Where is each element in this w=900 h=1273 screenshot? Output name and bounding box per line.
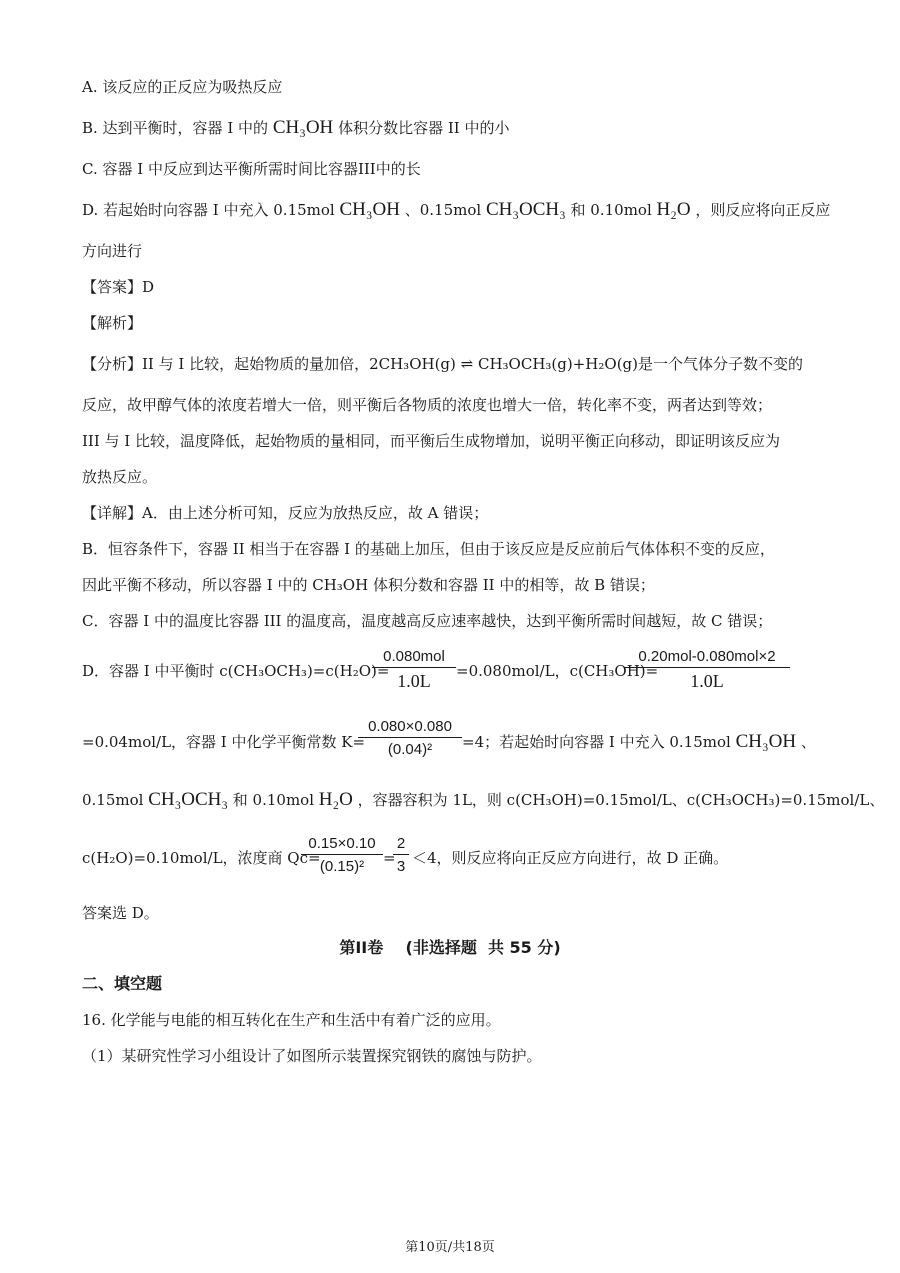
section-title: 第II卷 (非选择题 共 55 分) [339,938,561,957]
detail-b-line2: 因此平衡不移动，所以容器 I 中的 CH₃OH 体积分数和容器 II 中的相等，故 B 错误； [82,576,655,594]
detail-d-line2-end: 、 [800,733,816,751]
fraction-denominator: 1.0L [690,671,724,691]
fraction-numerator: 0.20mol-0.080mol×2 [624,648,790,668]
question-16: 16. 化学能与电能的相互转化在生产和生活中有着广泛的应用。 [82,1011,501,1029]
part-heading: 二、填空题 [82,974,163,993]
formula-h2o: H₂O [318,789,353,810]
option-a: A. 该反应的正反应为吸热反应 [82,78,283,96]
fraction-numerator: 0.15×0.10 [301,835,383,855]
detail-d-line1-prefix: D．容器 I 中平衡时 c(CH₃OCH₃)=c(H₂O)= [82,662,390,680]
fraction-numerator: 0.080mol [372,648,456,668]
option-b-text-end: 体积分数比容器 II 中的小 [338,119,510,137]
detail-d-line2-text: =4；若起始时向容器 I 中充入 0.15mol [462,733,731,751]
analysis-line: III 与 I 比较，温度降低，起始物质的量相同，而平衡后生成物增加，说明平衡正向移动，即证明该反应为 [82,432,781,450]
conclusion: 答案选 D。 [82,904,159,922]
formula-ch3och3: CH₃OCH₃ [485,199,566,220]
detail-d-line2-rest [462,731,816,753]
analysis-line: 【分析】II 与 I 比较，起始物质的量加倍，2CH₃OH(g) ⇌ CH₃OCH₃(g)+H₂O(g)是一个气体分子数不变的 [82,355,803,373]
question-16-part-1: （1）某研究性学习小组设计了如图所示装置探究钢铁的腐蚀与防护。 [82,1047,542,1065]
detail-b-line1: B．恒容条件下，容器 II 相当于在容器 I 的基础上加压，但由于该反应是反应前后气体体积不变的反应， [82,540,775,558]
option-b-text: B. 达到平衡时，容器 I 中的 [82,119,269,137]
fraction-ch3oh-concentration [624,648,790,692]
option-b [82,117,509,139]
fraction-reaction-quotient [301,835,383,875]
formula-h2o: H₂O [656,199,691,220]
fraction-two-thirds [393,835,409,875]
detail-d-line3-text: 和 0.10mol [232,791,314,809]
option-d [82,199,830,221]
detail-d-line4-prefix: c(H₂O)=0.10mol/L，浓度商 Qc= [82,849,321,867]
fraction-denominator: 3 [396,858,406,875]
formula-ch3oh: CH₃OH [272,117,334,138]
detail-d-line4-rest: ＜4，则反应将向正反应方向进行，故 D 正确。 [412,849,729,867]
fraction-denominator: 1.0L [397,671,431,691]
analysis-line: 反应，故甲醇气体的浓度若增大一倍，则平衡后各物质的浓度也增大一倍，转化率不变，两者达到等效； [82,396,773,414]
equals-sign: = [383,849,396,867]
option-c: C. 容器 I 中反应到达平衡所需时间比容器III中的长 [82,160,421,178]
detail-d-line3 [82,789,884,811]
fraction-numerator: 0.080×0.080 [358,718,462,738]
fraction-equilibrium-constant [358,718,462,758]
option-d-text: D. 若起始时向容器 I 中充入 0.15mol [82,201,335,219]
formula-ch3och3: CH₃OCH₃ [148,789,228,810]
detail-d-line3-text: ，容器容积为 1L，则 c(CH₃OH)=0.15mol/L、c(CH₃OCH₃)=0.15mol/L、 [357,791,885,809]
detail-d-line2-prefix: =0.04mol/L，容器 I 中化学平衡常数 K= [82,733,366,751]
option-d-text: 和 0.10mol [570,201,652,219]
fraction-denominator: (0.15)² [319,858,365,875]
detail-d-line1-mid: =0.080mol/L，c(CH₃OH)= [456,662,659,680]
page-footer: 第10页/共18页 [405,1240,495,1255]
fraction-numerator: 2 [393,835,409,855]
option-d-text: ，则反应将向正反应 [695,201,831,219]
analysis-line: 放热反应。 [82,468,158,486]
detail-d-line3-text: 0.15mol [82,791,144,809]
fraction-denominator: (0.04)² [387,741,433,758]
option-d-continued: 方向进行 [82,242,143,260]
detail-a: 【详解】A．由上述分析可知，反应为放热反应，故 A 错误； [82,504,489,522]
fraction-concentration [372,648,456,692]
answer-label: 【答案】D [82,278,155,296]
option-d-text: 、0.15mol [404,201,482,219]
formula-ch3oh: CH₃OH [339,199,400,220]
analysis-label: 【解析】 [82,314,143,332]
detail-c: C．容器 I 中的温度比容器 III 的温度高，温度越高反应速率越快，达到平衡所需时间越短，故 C 错误； [82,612,773,630]
formula-ch3oh: CH₃OH [735,731,797,752]
